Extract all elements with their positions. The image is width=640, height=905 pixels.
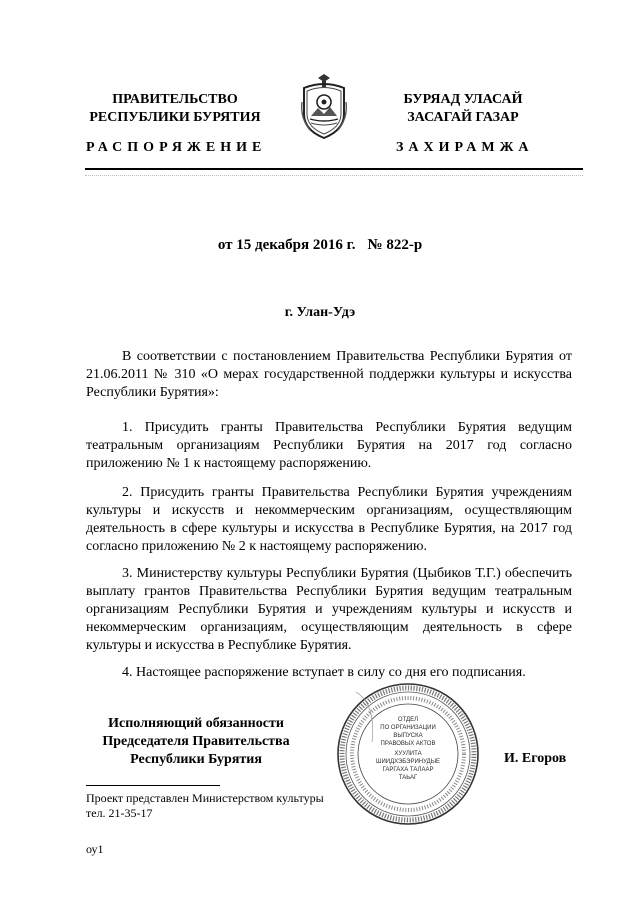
clause-2-paragraph: 2. Присудить гранты Правительства Республики Бурятия учреждениям культуры и искусств и некоммерческим организациям, осуществляющим деятельность в сфере культуры и искусства в Республике Бурятия, на 2017 год согласно приложению № 2 к настоящему распоряжению. bbox=[86, 485, 572, 554]
header-dotted-divider bbox=[85, 175, 583, 176]
stamp-line-6: ШИИДХЭБЭРИНУДЫЕ bbox=[375, 759, 441, 765]
official-round-stamp-icon bbox=[336, 682, 480, 826]
header-left-line-2: РЕСПУБЛИКИ БУРЯТИЯ bbox=[89, 110, 261, 125]
stamp-line-4: ПРАВОВЫХ АКТОВ bbox=[380, 741, 436, 747]
header-divider bbox=[85, 168, 583, 170]
signatory-name: И. Егоров bbox=[504, 751, 567, 766]
footer-line-1: Проект представлен Министерством культуры bbox=[86, 791, 324, 805]
doc-type-bua: ЗАХИРАМЖА bbox=[396, 140, 534, 155]
stamp-line-1: ОТДЕЛ bbox=[397, 717, 419, 723]
header-right-title bbox=[378, 91, 548, 127]
clause-3-paragraph: 3. Министерству культуры Республики Бурятия (Цыбиков Т.Г.) обеспечить выплату грантов Правительства Республики Бурятия ведущим театральным организациям Республики Бурятия и учреждениям культуры и искусств и некоммерческим организациям, осуществляющим деятельность в сфере культуры и искусства в Республике Бурятия. bbox=[86, 566, 572, 653]
city-name: г. Улан-Удэ bbox=[284, 305, 356, 320]
stamp-line-8: ТАЬАГ bbox=[398, 775, 418, 781]
order-date: от 15 декабря 2016 г. bbox=[217, 237, 356, 253]
footer-note bbox=[86, 791, 324, 821]
order-date-line bbox=[0, 237, 640, 254]
stamp-line-5: ХУУЛИТА bbox=[394, 751, 422, 757]
order-number: № 822-р bbox=[367, 237, 423, 253]
signatory-title-line-1: Исполняющий обязанности bbox=[108, 716, 284, 731]
header-left-title bbox=[80, 91, 270, 127]
stamp-line-2: ПО ОРГАНИЗАЦИИ bbox=[380, 725, 436, 731]
footer-line-2: тел. 21-35-17 bbox=[86, 806, 153, 820]
footer-divider bbox=[86, 785, 220, 786]
signatory-title-line-3: Республики Бурятия bbox=[130, 752, 262, 767]
stamp-line-3: ВЫПУСКА bbox=[393, 733, 423, 739]
footer-code: оу1 bbox=[86, 842, 104, 856]
header-left-line-1: ПРАВИТЕЛЬСТВО bbox=[112, 92, 238, 107]
clause-4-paragraph: 4. Настоящее распоряжение вступает в силу со дня его подписания. bbox=[122, 665, 526, 680]
header-right-line-1: БУРЯАД УЛАСАЙ bbox=[403, 92, 523, 107]
signatory-title bbox=[86, 715, 306, 769]
republic-of-buryatia-emblem-icon bbox=[298, 72, 350, 140]
stamp-line-7: ГАРГАХА ТАЛААР bbox=[382, 767, 434, 773]
preamble-paragraph: В соответствии с постановлением Правительства Республики Бурятия от 21.06.2011 № 310 «О мерах государственной поддержки культуры и искусства Республики Бурятия»: bbox=[86, 349, 572, 400]
header-right-line-2: ЗАСАГАЙ ГАЗАР bbox=[407, 110, 519, 125]
signatory-title-line-2: Председателя Правительства bbox=[102, 734, 290, 749]
doc-type-ru: РАСПОРЯЖЕНИЕ bbox=[86, 140, 267, 155]
clause-1-paragraph: 1. Присудить гранты Правительства Республики Бурятия ведущим театральным организациям Республики Бурятия на 2017 год согласно приложению № 1 к настоящему распоряжению. bbox=[86, 420, 572, 471]
